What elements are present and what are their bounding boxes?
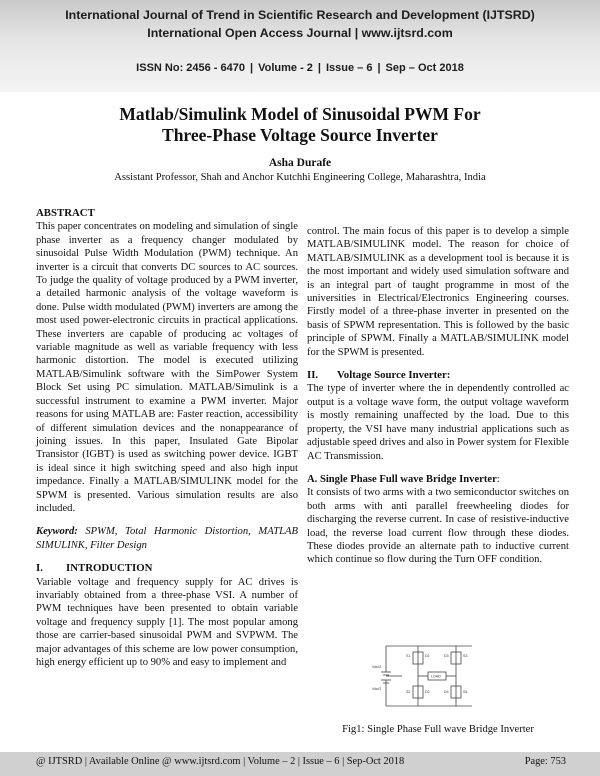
issue: Issue – 6 <box>325 62 373 74</box>
subsection-a-text: It consists of two arms with a two semiconductor switches on both arms with anti parallel freewheeling diodes for discharging the reverse current. In case of resistive-inductive load, the reverse load current flow through these diodes. These diodes provide an alternate path to inductive current which continue so flow during the Turn OFF condition. <box>307 487 569 566</box>
fig-label-d1: D1 <box>425 654 430 658</box>
fig-label-vdc-top: Vdc/2 <box>372 665 382 669</box>
keywords <box>36 525 298 552</box>
right-column <box>307 225 569 567</box>
subsection-a-colon: : <box>496 473 500 485</box>
paper-title-line1: Matlab/Simulink Model of Sinusoidal PWM For <box>119 104 481 124</box>
journal-name: International Journal of Trend in Scientific Research and Development (IJTSRD) <box>65 8 535 22</box>
fig-label-s2: S2 <box>406 690 411 694</box>
subsection-a-title: A. Single Phase Full wave Bridge Inverter <box>307 473 497 485</box>
intro-text: Variable voltage and frequency supply for AC drives is invariably obtained from a three-phase VSI. A number of PWM techniques have been presented to obtain variable voltage and frequency supply [1]. The most popular among those are carrier-based sinusoidal PWM and SVPWM. The major advantages of this scheme are low power consumption, high energy efficient up to 90% and easy to implement and <box>36 576 298 668</box>
footer-info: @ IJTSRD | Available Online @ www.ijtsrd.com | Volume – 2 | Issue – 6 | Sep-Oct 2018 <box>36 756 405 767</box>
figure-caption: Fig1: Single Phase Full wave Bridge Inverter <box>342 724 534 735</box>
paper-title-line2: Three-Phase Voltage Source Inverter <box>162 125 438 145</box>
fig-label-d2: D2 <box>425 690 430 694</box>
page-number: Page: 753 <box>524 756 566 767</box>
vsi-heading <box>307 369 569 382</box>
vsi-number: II. <box>307 369 319 382</box>
intro-title: INTRODUCTION <box>66 562 153 575</box>
fig-label-d3: D3 <box>444 654 449 658</box>
keywords-label: Keyword: <box>36 526 78 538</box>
author-name: Asha Durafe <box>268 157 332 169</box>
intro-heading <box>36 562 298 575</box>
fig-label-s3: S3 <box>463 654 468 658</box>
vsi-text: The type of inverter where the in dependently controlled ac output is a voltage wave form, the output voltage waveform is mostly remaining unaffected by the load. Due to this property, the VSI have many industrial applications such as adjustable speed drives and also in Power system for Flexible AC Transmission. <box>307 383 569 462</box>
issn: ISSN No: 2456 - 6470 <box>136 62 246 74</box>
intro-continued-text: control. The main focus of this paper is to develop a simple MATLAB/SIMULINK model. The reason for choice of MATLAB/SIMULINK as a development tool is because it is the most important and widely used simulation software and is an integral part of taught programme in most of the universities in Electrical/Electronics Engineering courses. Firstly model of a three-phase inverter in presented on the basis of SPWM representation. This is followed by the basic principle of SPWM. Finally a MATLAB/SIMULINK model for the SPWM is presented. <box>307 226 569 358</box>
abstract-heading: ABSTRACT <box>36 207 95 219</box>
vsi-title: Voltage Source Inverter: <box>337 369 451 382</box>
volume: Volume - 2 <box>258 62 313 74</box>
bridge-inverter-diagram <box>372 638 486 714</box>
issue-date: Sep – Oct 2018 <box>385 62 464 74</box>
keywords-text: SPWM, Total Harmonic Distortion, MATLAB SIMULINK, Filter Design <box>36 526 298 551</box>
fig-label-s1: S1 <box>406 654 411 658</box>
issn-line: ISSN No: 2456 - 6470 | Volume - 2 | Issue – 6 | Sep – Oct 2018 <box>136 62 464 74</box>
subsection-a-heading <box>307 473 569 486</box>
fig-label-load: LOAD <box>431 674 441 679</box>
paper-title <box>0 104 600 146</box>
journal-subtitle: International Open Access Journal | www.ijtsrd.com <box>147 26 453 40</box>
intro-number: I. <box>36 562 43 575</box>
fig-label-d4: D4 <box>444 690 449 694</box>
left-column <box>36 207 298 669</box>
author-affiliation: Assistant Professor, Shah and Anchor Kutchhi Engineering College, Maharashtra, India <box>114 172 486 183</box>
fig-label-s4: S4 <box>463 690 468 694</box>
abstract-text: This paper concentrates on modeling and simulation of single phase inverter as a frequency changer modulated by sinusoidal Pulse Width Modulation (PWM) technique. An inverter is a circuit that converts DC sources to AC sources. To judge the quality of voltage produced by a PWM inverter, a detailed harmonic analysis of the voltage waveform is done. Pulse width modulated (PWM) inverters are among the most used power-electronic circuits in practical applications. These inverters are capable of producing ac voltages of variable magnitude as well as variable frequency with less harmonic distortion. The model is executed utilizing MATLAB/Simulink software with the SimPower System Block Set using PC simulation. MATLAB/Simulink is a successful instrument to examine a PWM inverter. Major reasons for using MATLAB are: Faster reaction, accessibility of different simulation devices and the nonappearance of joining issues. In this paper, Insulated Gate Bipolar Transistor (IGBT) is used as switching power device. IGBT is ideal since it high switching speed and also high input impedance. Finally a MATLAB/SIMULINK model for the SPWM is presented. Various simulation results are also included. <box>36 221 298 514</box>
fig-label-vdc-bottom: Vdc/2 <box>372 687 382 691</box>
